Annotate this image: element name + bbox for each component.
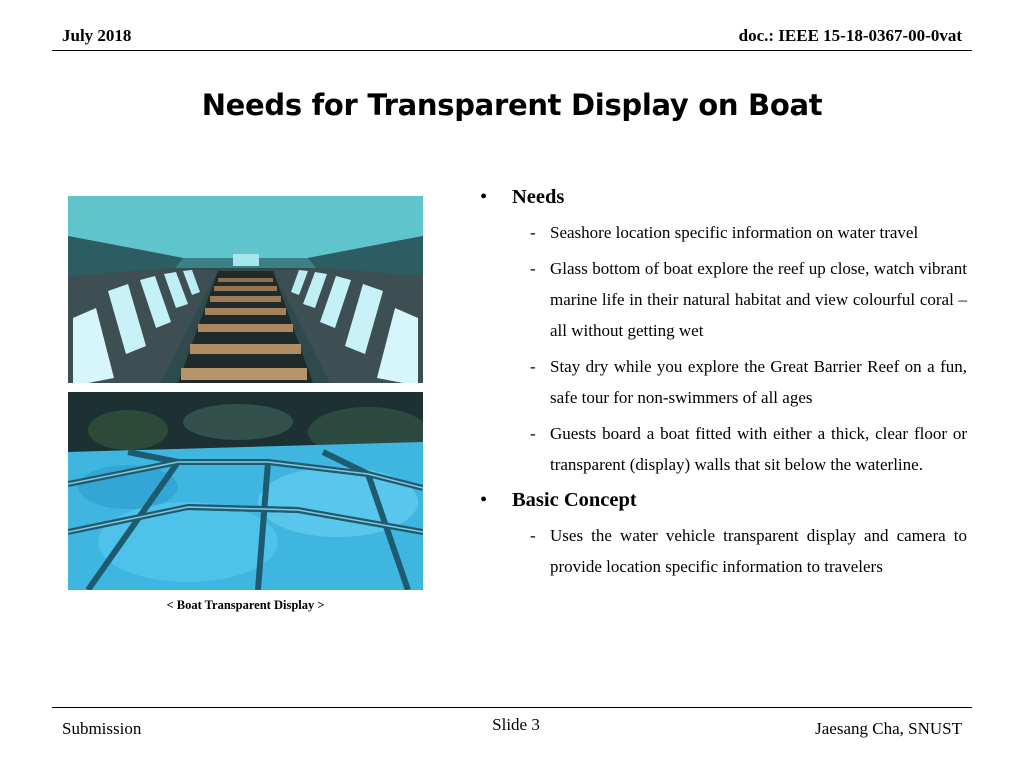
- sub-item-text: Uses the water vehicle transparent display and camera to provide location specific information to travelers: [550, 526, 967, 576]
- bullet-heading: Needs: [512, 186, 565, 208]
- dash-symbol: -: [530, 424, 536, 443]
- bullet-basic-concept: [480, 485, 967, 516]
- bullet-symbol: •: [480, 186, 488, 208]
- sub-item-text: Glass bottom of boat explore the reef up close, watch vibrant marine life in their natural habitat and view colourful coral – all without getting wet: [550, 259, 967, 340]
- dash-symbol: -: [530, 223, 536, 242]
- content-list: [480, 182, 967, 587]
- glass-floor-photo: [68, 392, 423, 590]
- sub-item: [480, 217, 967, 248]
- figure-caption: < Boat Transparent Display >: [166, 598, 325, 612]
- sub-item: [480, 351, 967, 413]
- sub-item-text: Stay dry while you explore the Great Barrier Reef on a fun, safe tour for non-swimmers of all ages: [550, 357, 967, 407]
- footer-author: Jaesang Cha, SNUST: [815, 719, 962, 738]
- footer-submission: Submission: [62, 719, 142, 738]
- bullet-symbol: •: [480, 489, 488, 511]
- sub-item-text: Guests board a boat fitted with either a thick, clear floor or transparent (display) walls that sit below the waterline.: [550, 424, 967, 474]
- sub-item: [480, 418, 967, 480]
- dash-symbol: -: [530, 357, 536, 376]
- sub-item-text: Seashore location specific information on water travel: [550, 223, 919, 242]
- sub-item: [480, 253, 967, 346]
- header-rule: [52, 50, 972, 51]
- bullet-heading: Basic Concept: [512, 489, 637, 511]
- dash-symbol: -: [530, 259, 536, 278]
- footer-slide-number: Slide 3: [492, 715, 540, 734]
- dash-symbol: -: [530, 526, 536, 545]
- sub-item: [480, 520, 967, 582]
- header-date: July 2018: [62, 26, 132, 45]
- slide-title: Needs for Transparent Display on Boat: [201, 88, 823, 122]
- bullet-needs: [480, 182, 967, 213]
- boat-interior-photo: [68, 196, 423, 383]
- header-doc-id: doc.: IEEE 15-18-0367-00-0vat: [738, 26, 962, 45]
- footer-rule: [52, 707, 972, 708]
